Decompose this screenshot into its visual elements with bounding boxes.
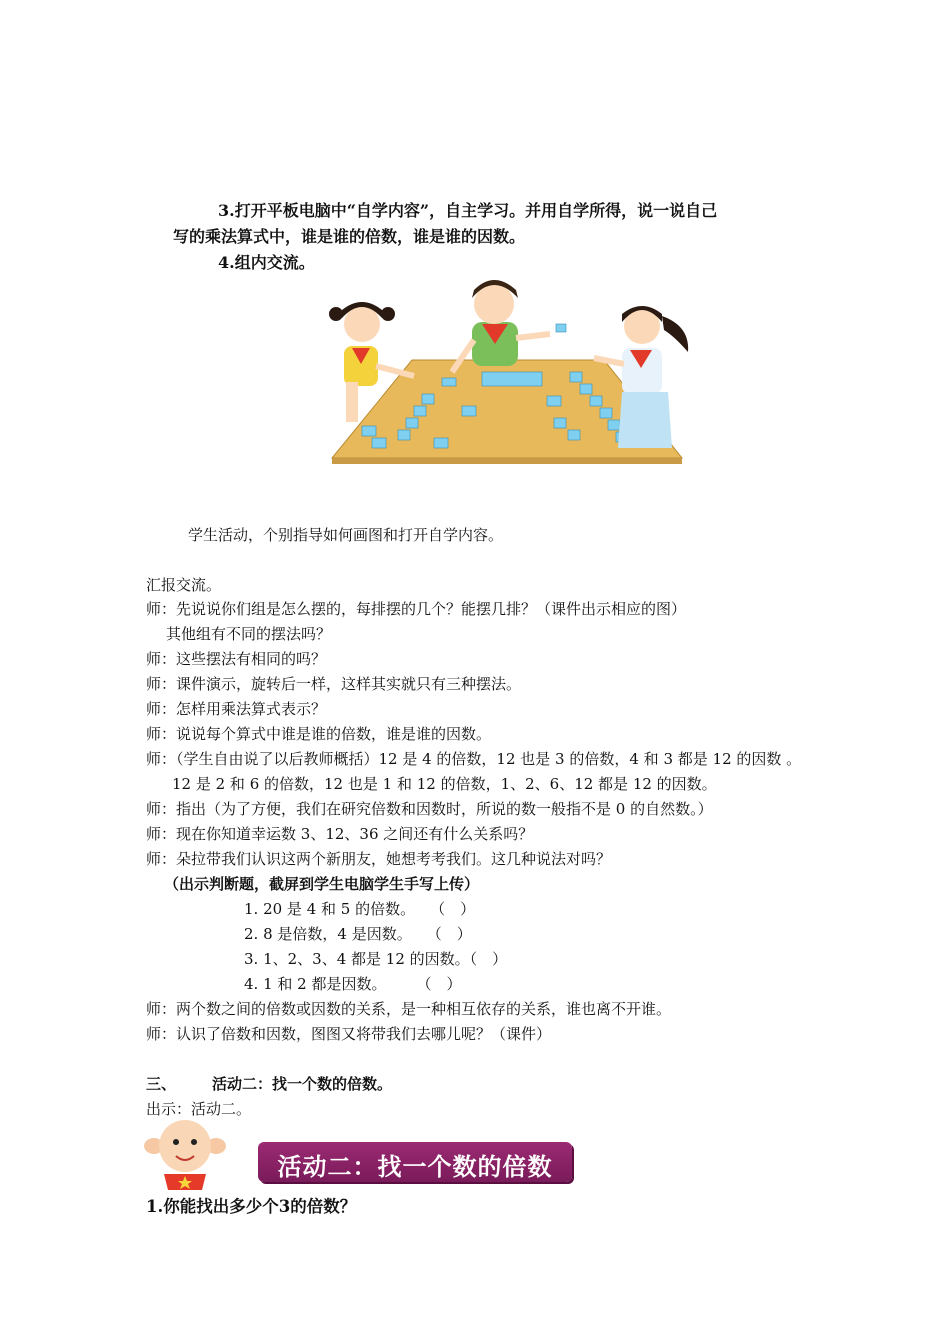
teacher-line-9: 师：朵拉带我们认识这两个新朋友，她想考考我们。这几种说法对吗？ [146, 850, 612, 868]
section3-number: 三、 [146, 1075, 177, 1093]
judge-question-2: 2. 8 是倍数，4 是因数。 （ ） [244, 925, 472, 943]
step3-line2: 写的乘法算式中，谁是谁的倍数，谁是谁的因数。 [173, 227, 526, 246]
step3-line1: 3.打开平板电脑中“自学内容”，自主学习。并用自学所得，说一说自己 [218, 201, 718, 220]
section3-show: 出示：活动二。 [146, 1100, 252, 1118]
tutu-mascot-illustration [140, 1118, 230, 1190]
student-activity-text: 学生活动，个别指导如何画图和打开自学内容。 [188, 526, 504, 544]
teacher-line-1b: 其他组有不同的摆法吗？ [166, 625, 332, 643]
step4: 4.组内交流。 [218, 253, 315, 272]
teacher-line-5: 师：说说每个算式中谁是谁的倍数，谁是谁的因数。 [146, 725, 492, 743]
teacher-line-2: 师：这些摆法有相同的吗？ [146, 650, 327, 668]
judge-question-4: 4. 1 和 2 都是因数。 （ ） [244, 975, 462, 993]
section3-title: 活动二：找一个数的倍数。 [212, 1075, 393, 1093]
teacher-line-6b: 12 是 2 和 6 的倍数，12 也是 1 和 12 的倍数，1、2、6、12 都是 12 的因数。 [172, 775, 717, 793]
judge-question-3: 3. 1、2、3、4 都是 12 的因数。（ ） [244, 950, 508, 968]
question-1: 1.你能找出多少个3的倍数？ [146, 1197, 357, 1216]
teacher-line-3: 师：课件演示，旋转后一样，这样其实就只有三种摆法。 [146, 675, 522, 693]
judge-question-1: 1. 20 是 4 和 5 的倍数。 （ ） [244, 900, 476, 918]
report-text: 汇报交流。 [146, 576, 222, 594]
judge-title: （出示判断题，截屏到学生电脑学生手写上传） [164, 875, 480, 893]
teacher-line-7: 师：指出（为了方便，我们在研究倍数和因数时，所说的数一般指不是 0 的自然数。） [146, 800, 713, 818]
children-card-game-illustration [322, 276, 702, 466]
teacher-line-1: 师：先说说你们组是怎么摆的，每排摆的几个？能摆几排？（课件出示相应的图） [146, 600, 687, 618]
teacher-line-8: 师：现在你知道幸运数 3、12、36 之间还有什么关系吗？ [146, 825, 534, 843]
teacher-line-6: 师：（学生自由说了以后教师概括）12 是 4 的倍数，12 也是 3 的倍数，4 和 3 都是 12 的因数 。 [146, 750, 802, 768]
teacher-line-4: 师：怎样用乘法算式表示？ [146, 700, 327, 718]
activity-two-banner [258, 1142, 572, 1182]
activity-two-banner-text: 活动二：找一个数的倍数 [277, 1153, 553, 1181]
teacher-line-10: 师：两个数之间的倍数或因数的关系，是一种相互依存的关系，谁也离不开谁。 [146, 1000, 672, 1018]
teacher-line-11: 师：认识了倍数和因数，图图又将带我们去哪儿呢？（课件） [146, 1025, 552, 1043]
